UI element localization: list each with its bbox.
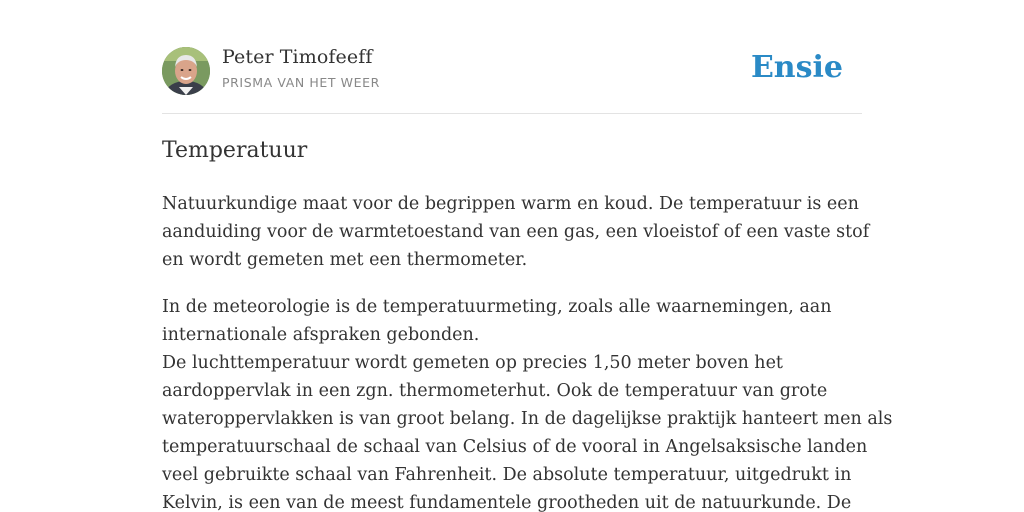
text-line: internationale afspraken gebonden. (162, 325, 480, 345)
text-line: aardoppervlak in een zgn. thermometerhut. Ook de temperatuur van grote (162, 381, 828, 401)
paragraph-2 (162, 293, 893, 512)
avatar-portrait-image (162, 47, 210, 95)
text-line: aanduiding voor de warmtetoestand van een gas, een vloeistof of een vaste stof (162, 222, 870, 242)
text-line: en wordt gemeten met een thermometer. (162, 250, 528, 270)
text-line: Kelvin, is een van de meest fundamentele grootheden uit de natuurkunde. De (162, 493, 852, 512)
text-line: Natuurkundige maat voor de begrippen warm en koud. De temperatuur is een (162, 194, 859, 214)
brand-logo[interactable]: Ensie (750, 50, 843, 85)
article-title: Temperatuur (162, 138, 308, 163)
text-line: De luchttemperatuur wordt gemeten op precies 1,50 meter boven het (162, 353, 783, 373)
text-line: temperatuurschaal de schaal van Celsius of de vooral in Angelsaksische landen (162, 437, 868, 457)
text-line: In de meteorologie is de temperatuurmeting, zoals alle waarnemingen, aan (162, 297, 832, 317)
header-divider (162, 113, 862, 114)
text-line: veel gebruikte schaal van Fahrenheit. De absolute temperatuur, uitgedrukt in (162, 465, 852, 485)
author-header (162, 46, 862, 96)
paragraph-1 (162, 190, 870, 274)
article-body (162, 190, 893, 512)
author-name[interactable]: Peter Timofeeff (222, 46, 373, 68)
author-avatar[interactable] (162, 47, 210, 95)
text-line: wateroppervlakken is van groot belang. In de dagelijkse praktijk hanteert men als (162, 409, 893, 429)
author-source[interactable]: PRISMA VAN HET WEER (222, 75, 380, 90)
